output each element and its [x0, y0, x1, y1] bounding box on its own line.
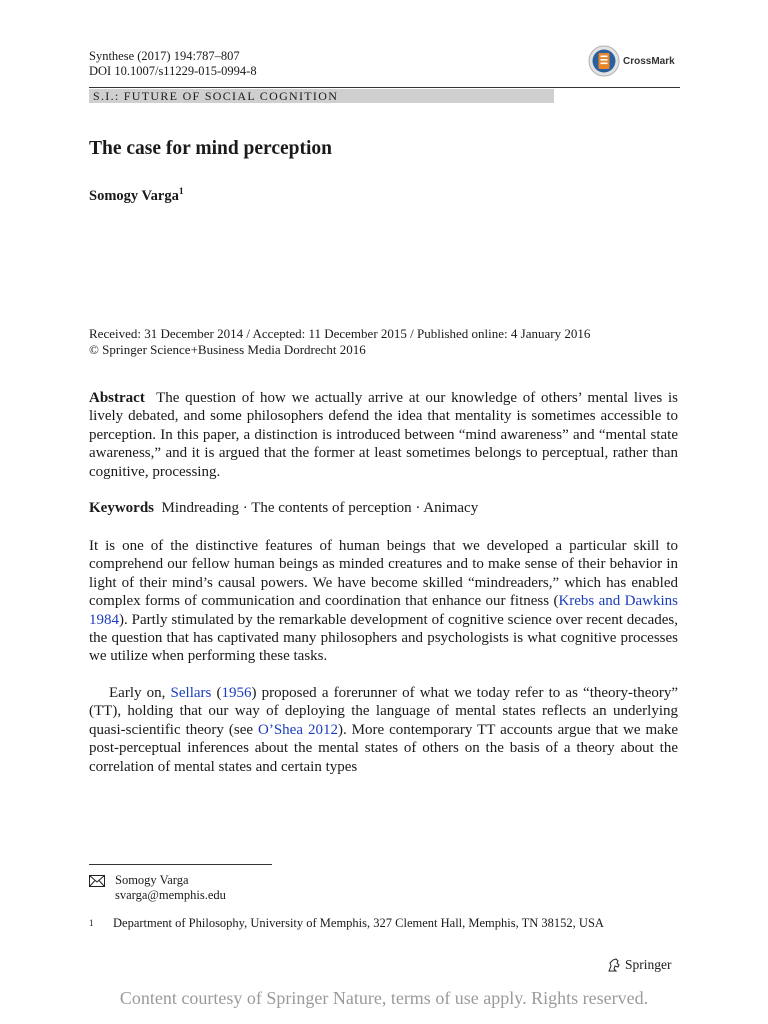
abstract	[89, 389, 678, 481]
author-name: Somogy Varga	[89, 187, 179, 204]
p2-text-d: ). More contemporary TT accounts argue that we make post-perceptual inferences about the mental states of others on the basis of a theory about the correlation of mental states and certain types	[89, 721, 678, 775]
citation-link-oshea[interactable]: O’Shea 2012	[258, 721, 338, 738]
section-band: S.I.: FUTURE OF SOCIAL COGNITION	[89, 89, 554, 103]
crossmark-badge[interactable]	[588, 44, 688, 78]
citation-link-krebs[interactable]: Krebs and Dawkins 1984	[89, 593, 678, 628]
corresponding-name: Somogy Varga	[115, 873, 189, 887]
keywords-label: Keywords	[89, 500, 154, 516]
doi[interactable]: DOI 10.1007/s11229-015-0994-8	[89, 64, 257, 78]
springer-logo	[606, 957, 672, 973]
corresponding-author	[89, 873, 226, 903]
p2-text-a: Early on,	[109, 685, 171, 701]
crossmark-label: CrossMark	[623, 55, 675, 67]
author-line	[89, 187, 184, 205]
dates-line: Received: 31 December 2014 / Accepted: 11 December 2015 / Published online: 4 January 2016	[89, 326, 591, 341]
copyright-line: © Springer Science+Business Media Dordrecht 2016	[89, 342, 366, 357]
p2-text-c: ) proposed a forerunner of what we today refer to as “theory-theory” (TT), holding that our way of deploying the language of mental states reflects an underlying quasi-scientific theory (see	[89, 685, 679, 738]
p1-text-a: It is one of the distinctive features of human beings that we developed a particular skill to comprehend our fellow human beings as minded creatures and to make sense of their behavior in light of their mind’s causal powers. We have become skilled “mindreaders,” which has enabled complex forms of communication and coordination that enhance our fitness (	[89, 538, 678, 610]
p1-text-b: ). Partly stimulated by the remarkable development of cognitive science over recent decades, the question that has captivated many philosophers and psychologists is what cognitive processes we utilize when performing these tasks.	[89, 611, 678, 665]
keywords	[89, 499, 678, 517]
affiliation-text: Department of Philosophy, University of Memphis, 327 Clement Hall, Memphis, TN 38152, USA	[113, 916, 604, 930]
author-affil-mark: 1	[178, 187, 184, 197]
article-title: The case for mind perception	[89, 138, 333, 159]
envelope-icon	[89, 875, 105, 887]
body-paragraph-1	[89, 537, 678, 666]
journal-header	[89, 49, 257, 79]
abstract-text: The question of how we actually arrive at our knowledge of others’ mental lives is lively debated, and some philosophers defend the idea that mentality is sometimes accessible to perception. In this paper, a distinction is introduced between “mind awareness” and “mental state awareness,” and it is argued that the former at least sometimes belongs to perceptual, rather than cognitive, processing.	[89, 390, 678, 480]
crossmark-icon	[588, 45, 620, 77]
affiliation-footnote	[89, 916, 604, 931]
p2-text-b: (	[211, 685, 222, 701]
affiliation-number: 1	[89, 918, 94, 928]
citation-link-1956[interactable]: 1956	[221, 685, 252, 701]
abstract-label: Abstract	[89, 390, 145, 406]
footnote-rule	[89, 864, 272, 865]
springer-label: Springer	[625, 957, 672, 972]
header-rule	[89, 87, 680, 88]
citation-link-sellars[interactable]: Sellars	[170, 685, 212, 701]
corresponding-email[interactable]: svarga@memphis.edu	[115, 888, 226, 902]
keywords-text: Mindreading · The contents of perception · Animacy	[161, 500, 479, 516]
citation: Synthese (2017) 194:787–807	[89, 49, 240, 63]
springer-horse-icon	[606, 957, 622, 973]
publication-dates	[89, 326, 590, 358]
courtesy-notice: Content courtesy of Springer Nature, terms of use apply. Rights reserved.	[119, 988, 649, 1008]
body-paragraph-2	[89, 684, 678, 776]
